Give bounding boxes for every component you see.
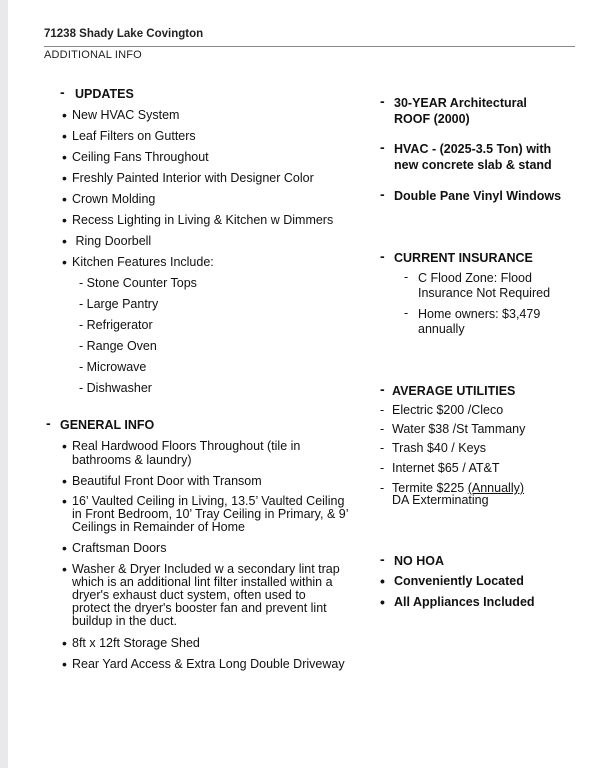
dash-icon: - <box>380 422 385 436</box>
dash-icon: - <box>380 481 385 495</box>
bullet-icon: • <box>380 594 385 610</box>
bullet-icon: • <box>62 107 67 123</box>
bullet-icon: • <box>62 254 67 270</box>
general-item-line: Rear Yard Access & Extra Long Double Driveway <box>72 657 345 671</box>
general-item-line: bathrooms & laundry) <box>72 453 192 467</box>
general-item-line: buildup in the duct. <box>72 614 177 628</box>
kitchen-feature: - Stone Counter Tops <box>79 276 197 290</box>
updates-item: Freshly Painted Interior with Designer Color <box>72 171 314 185</box>
general-dash: - <box>46 415 51 431</box>
utility-line: Internet $65 / AT&T <box>392 461 500 475</box>
bullet-icon: • <box>62 561 67 577</box>
updates-item: Ring Doorbell <box>72 234 152 248</box>
insurance-line: C Flood Zone: Flood <box>418 271 532 285</box>
general-heading: GENERAL INFO <box>60 418 155 432</box>
utility-line: Electric $200 /Cleco <box>392 403 504 417</box>
kitchen-feature: - Dishwasher <box>79 381 152 395</box>
extra-item: NO HOA <box>394 554 444 568</box>
general-item-line: Beautiful Front Door with Transom <box>72 474 262 488</box>
section-subtitle: ADDITIONAL INFO <box>44 49 142 61</box>
dash-icon: - <box>380 403 385 417</box>
bullet-icon: • <box>62 540 67 556</box>
updates-dash: - <box>60 84 65 100</box>
utilities-dash: - <box>380 381 385 397</box>
feature-line: new concrete slab & stand <box>394 158 552 172</box>
feature-line: 30-YEAR Architectural <box>394 96 527 110</box>
general-item-line: Washer & Dryer Included w a secondary lint trap <box>72 562 340 576</box>
termite-frequency: (Annually) <box>467 481 525 495</box>
bullet-icon: • <box>62 149 67 165</box>
updates-heading: UPDATES <box>75 87 134 101</box>
updates-item: New HVAC System <box>72 108 180 122</box>
general-item-line: which is an additional lint filter installed within a <box>72 575 333 589</box>
termite-provider: DA Exterminating <box>392 493 489 507</box>
document-page <box>8 0 593 768</box>
feature-line: ROOF (2000) <box>394 112 470 126</box>
bullet-icon: • <box>62 191 67 207</box>
insurance-heading: CURRENT INSURANCE <box>394 251 533 265</box>
dash-icon: - <box>380 441 385 455</box>
updates-item: Ceiling Fans Throughout <box>72 150 209 164</box>
insurance-line: annually <box>418 322 465 336</box>
insurance-dash: - <box>380 248 385 264</box>
kitchen-feature: - Refrigerator <box>79 318 153 332</box>
extras-dash: - <box>380 551 385 567</box>
updates-item: Leaf Filters on Gutters <box>72 129 196 143</box>
general-item-line: 8ft x 12ft Storage Shed <box>72 636 200 650</box>
bullet-icon: • <box>62 212 67 228</box>
kitchen-feature: - Large Pantry <box>79 297 159 311</box>
bullet-icon: • <box>62 170 67 186</box>
bullet-icon: • <box>380 573 385 589</box>
termite-cost: Termite $225 <box>392 481 468 495</box>
dash-icon: - <box>404 306 409 320</box>
general-item-line: dryer's exhaust duct system, often used to <box>72 588 306 602</box>
updates-item: Crown Molding <box>72 192 156 206</box>
dash-icon: - <box>380 461 385 475</box>
general-item-line: Ceilings in Remainder of Home <box>72 520 245 534</box>
bullet-icon: • <box>62 635 67 651</box>
extra-item: All Appliances Included <box>394 595 535 609</box>
utility-line: Water $38 /St Tammany <box>392 422 526 436</box>
general-item-line: protect the dryer's booster fan and prevent lint <box>72 601 327 615</box>
utilities-heading: AVERAGE UTILITIES <box>392 384 516 398</box>
extra-item: Conveniently Located <box>394 574 524 588</box>
right-dash: - <box>380 93 385 109</box>
general-item-line: Craftsman Doors <box>72 541 167 555</box>
general-item-line: 16’ Vaulted Ceiling in Living, 13.5’ Vaulted Ceiling <box>72 494 345 508</box>
general-item-line: in Front Bedroom, 10’ Tray Ceiling in Primary, & 9’ <box>72 507 349 521</box>
updates-item: Kitchen Features Include: <box>72 255 214 269</box>
feature-line: HVAC - (2025-3.5 Ton) with <box>394 142 552 156</box>
updates-item: Recess Lighting in Living & Kitchen w Dimmers <box>72 213 334 227</box>
header-divider <box>44 46 575 47</box>
bullet-icon: • <box>62 233 67 249</box>
bullet-icon: • <box>62 493 67 509</box>
insurance-line: Home owners: $3,479 <box>418 307 541 321</box>
bullet-icon: • <box>62 438 67 454</box>
right-dash: - <box>380 186 385 202</box>
bullet-icon: • <box>62 473 67 489</box>
utility-line: Trash $40 / Keys <box>392 441 487 455</box>
bullet-icon: • <box>62 128 67 144</box>
right-dash: - <box>380 139 385 155</box>
kitchen-feature: - Range Oven <box>79 339 157 353</box>
dash-icon: - <box>404 270 409 284</box>
property-address: 71238 Shady Lake Covington <box>44 28 204 40</box>
feature-line: Double Pane Vinyl Windows <box>394 189 562 203</box>
general-item-line: Real Hardwood Floors Throughout (tile in <box>72 439 301 453</box>
kitchen-feature: - Microwave <box>79 360 147 374</box>
bullet-icon: • <box>62 656 67 672</box>
insurance-line: Insurance Not Required <box>418 286 551 300</box>
